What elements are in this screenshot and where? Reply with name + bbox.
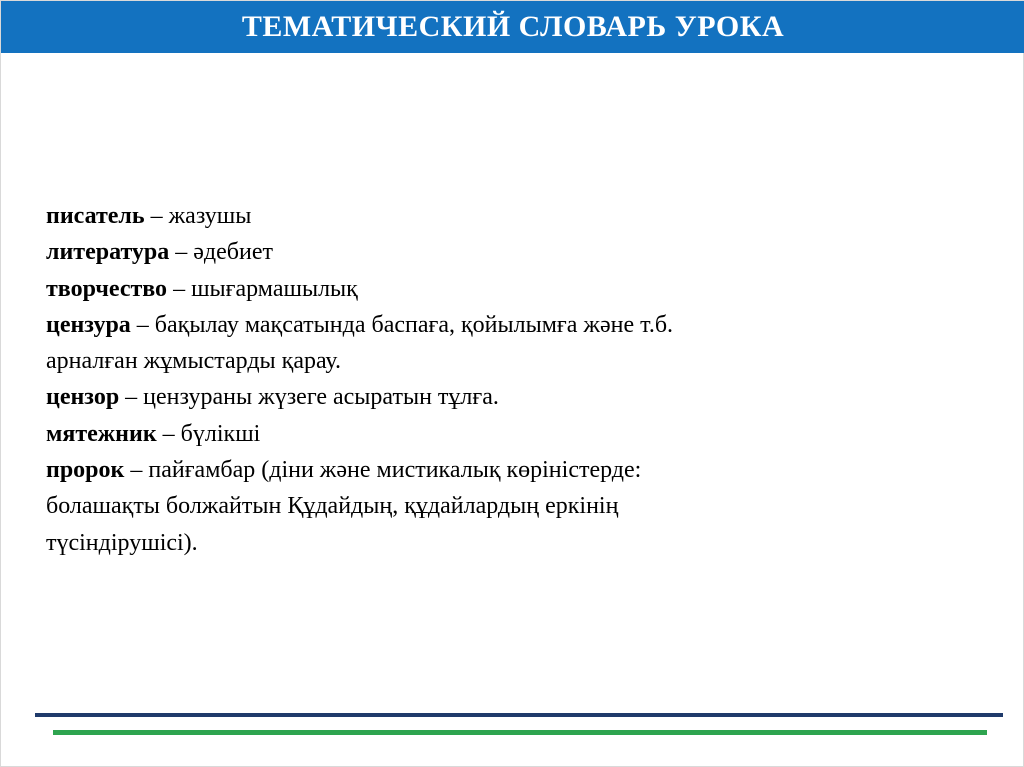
glossary-entry-creativity: [46, 271, 946, 307]
glossary-entry-censorship: [46, 307, 946, 343]
glossary-definition: – әдебиет: [169, 239, 273, 266]
glossary-term: мятежник: [46, 420, 157, 447]
glossary-term: цензура: [46, 311, 131, 338]
title-bar: [1, 1, 1024, 53]
slide-title: ТЕМАТИЧЕСКИЙ СЛОВАРЬ УРОКА: [241, 10, 785, 43]
glossary-entry-rebel: [46, 416, 946, 452]
glossary-definition: – бүлікші: [156, 420, 261, 447]
glossary-term: литература: [46, 239, 170, 266]
glossary-entry-censorship-continuation: [46, 343, 946, 379]
glossary-entry-prophet-continuation-2: [46, 525, 946, 561]
glossary-term: писатель: [46, 203, 145, 229]
glossary-term: пророк: [46, 457, 125, 484]
glossary-entry-prophet: [46, 452, 946, 488]
glossary-entry-literature: [46, 234, 946, 270]
glossary-list: [46, 198, 946, 561]
glossary-entry-writer: [46, 198, 946, 234]
glossary-definition: – жазушы: [144, 203, 252, 229]
glossary-definition: – пайғамбар (діни және мистикалық көріністерде:: [124, 457, 642, 484]
glossary-definition-continuation: түсіндірушісі).: [46, 529, 198, 556]
glossary-entry-prophet-continuation: [46, 488, 946, 524]
glossary-entry-censor: [46, 379, 946, 415]
divider-rule-green: [53, 730, 987, 735]
glossary-term: цензор: [46, 384, 120, 411]
glossary-definition-continuation: болашақты болжайтын Құдайдың, құдайлардың еркінің: [46, 493, 619, 520]
divider-rule-navy: [35, 713, 1003, 717]
glossary-definition: – цензураны жүзеге асыратын тұлға.: [119, 384, 499, 411]
glossary-term: творчество: [46, 275, 168, 302]
glossary-definition: – шығармашылық: [167, 275, 358, 302]
glossary-definition-continuation: арналған жұмыстарды қарау.: [46, 348, 342, 375]
glossary-definition: – бақылау мақсатында баспаға, қойылымға және т.б.: [130, 311, 674, 338]
